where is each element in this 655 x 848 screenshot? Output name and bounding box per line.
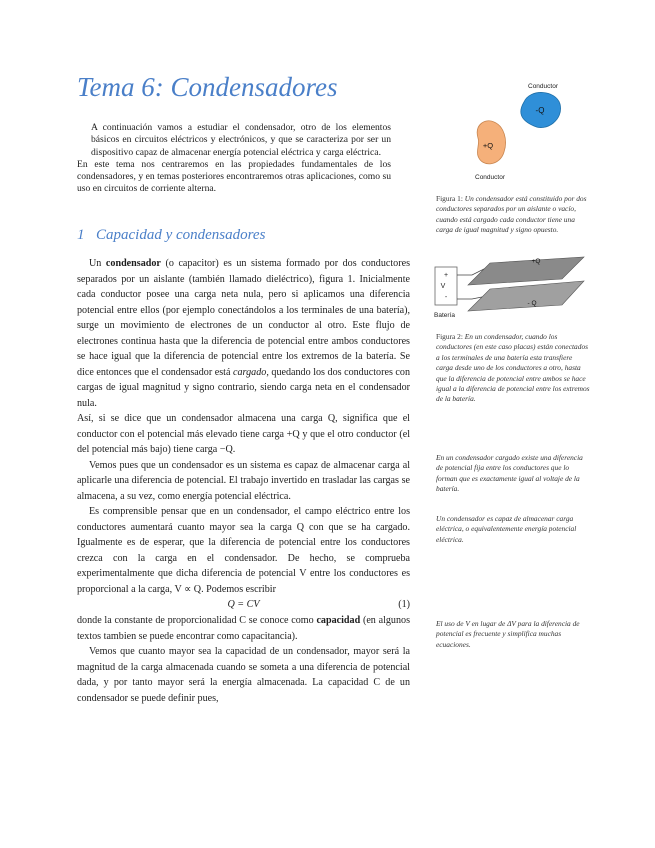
body-paragraph-4: Es comprensible pensar que en un condensador, el campo eléctrico entre los conductores aumentará cuanto mayor sea la carga Q con que se ha cargado. Igualmente es de esperar, que la diferencia de potencial entre los conductores crezca con la carga en el condensador. De hecho, se comprueba experimentalmente que dicha diferencia de potencial V entre los conductores es proporcional a la carga, V ∝ Q. Podemos escribir [77,506,410,595]
section-heading [77,227,265,244]
body-paragraph-1 [77,256,410,411]
intro [77,122,410,196]
p1-text-c: , quedando los dos conductores con cargas de igual magnitud y signo contrario, siendo carga neta en el condensador nula. [77,366,411,409]
bottom-plate [468,281,584,311]
top-plate [468,257,584,285]
margin-note-1 [436,453,588,495]
fig2-v: V [440,283,446,290]
term-cargado: cargado [233,366,267,378]
fig1-charge-pos: +Q [482,141,494,150]
fig2-caption-label: Figura 2: [436,332,463,341]
fig1-caption-text: Un condensador está constituido por dos conductores separados por un aislante o vacío, cuando está cargado cada conductor tiene una carga de igual magnitud y signo opuesto. [436,194,587,235]
margin-note-2-text: Un condensador es capaz de almacenar carga eléctrica, o equivalentemente energía potencial eléctrica. [436,514,577,544]
figure-1-caption [436,194,590,236]
margin-note-1-text: En un condensador cargado existe una diferencia de potencial fija entre los conductores que lo forman que es exactamente igual al voltaje de la batería. [436,453,583,494]
figure-2-capacitor-plates [432,253,592,321]
fig1-charge-neg: -Q [535,106,545,115]
equation-text: Q = CV [227,599,260,610]
p1-text-a: Un [89,258,106,269]
fig2-caption-text: En un condensador, cuando los conductores (en este caso placas) están conectados a los terminales de una batería esta transfiere carga desde uno de los conductores a otro, hasta que la diferencia de potencial entre ambos se hace igual a la diferencia de potencial entre los extremos de la batería. [436,332,590,404]
p1-text-b: (o capacitor) es un sistema formado por dos conductores separados por un aislante (también llamado dieléctrico), figura 1. Inicialmente cada conductor posee una carga neta nula, pero si aplicamos una diferencia potencial entre ellos (por ejemplo conectándolos a los terminales de una batería), surge un movimiento de electrones de un conductor al otro. Este flujo de electrones continua hasta que la diferencia de potencial entre ambos conductores se hace igual que la diferencia de potencial entre los extremos de la batería. Se dice entonces que el condensador está [77,258,410,378]
fig2-charge-pos: +Q [531,258,541,265]
fig1-label-top: Conductor [528,83,558,90]
term-capacidad: capacidad [316,615,361,626]
section-title: Capacidad y condensadores [96,227,266,243]
equation-1 [77,597,410,613]
figure-1-conductors [468,80,608,185]
fig2-battery-label: Batería [434,312,455,319]
fig1-caption-label: Figura 1: [436,194,463,203]
fig1-label-bottom: Conductor [475,174,505,181]
body-paragraph-6: Vemos que cuanto mayor sea la capacidad de un condensador, mayor será la magnitud de la carga almacenada cuando se someta a una diferencia de potencial dada, y por tanto mayor será la energía almacenada. La capacidad C de un condensador se puede definir pues, [77,646,410,704]
section-number: 1 [77,227,85,243]
equation-number: (1) [398,599,410,610]
body-paragraph-3: Vemos pues que un condensador es un sistema es capaz de almacenar carga al aplicarle una diferencia de potencial. El trabajo invertido en trasladar las cargas se almacena, a su vez, como energía potencial eléctrica. [77,459,410,502]
fig2-plus: + [443,272,449,279]
fig2-charge-neg: - Q [527,300,537,307]
body-paragraph-2: Así, si se dice que un condensador almacena una carga Q, significa que el conductor con el potencial más elevado tiene carga +Q y que el otro conductor (el del potencial más bajo) tiene carga −Q. [77,413,410,455]
margin-note-3 [436,619,588,650]
margin-note-3-text: El uso de V en lugar de ΔV para la diferencia de potencial es frecuente y simplifica muchas ecuaciones. [436,619,580,649]
figure-2-caption [436,332,590,405]
intro-paragraph-2: En este tema nos centraremos en las propiedades fundamentales de los condensadores, y en temas posteriores encontraremos otras aplicaciones, como su uso en circuitos de corriente alterna. [77,158,391,195]
body-paragraph-5 [77,613,410,644]
page-title: Tema 6: Condensadores [77,72,338,102]
margin-note-2 [436,514,586,545]
fig2-minus: - [444,294,448,301]
body-text [77,256,410,706]
intro-paragraph-1: A continuación vamos a estudiar el condensador, otro de los elementos básicos en circuitos eléctricos y electrónicos, y que se caracteriza por ser un dispositivo capaz de almacenar energía potencial eléctrica y carga eléctrica. [91,122,391,158]
term-condensador: condensador [105,258,161,269]
p5-text-b: (en algunos textos tambien se puede encontrar como capacitancia). [77,615,410,642]
p5-text-a: donde la constante de proporcionalidad C se conoce como [77,615,317,626]
